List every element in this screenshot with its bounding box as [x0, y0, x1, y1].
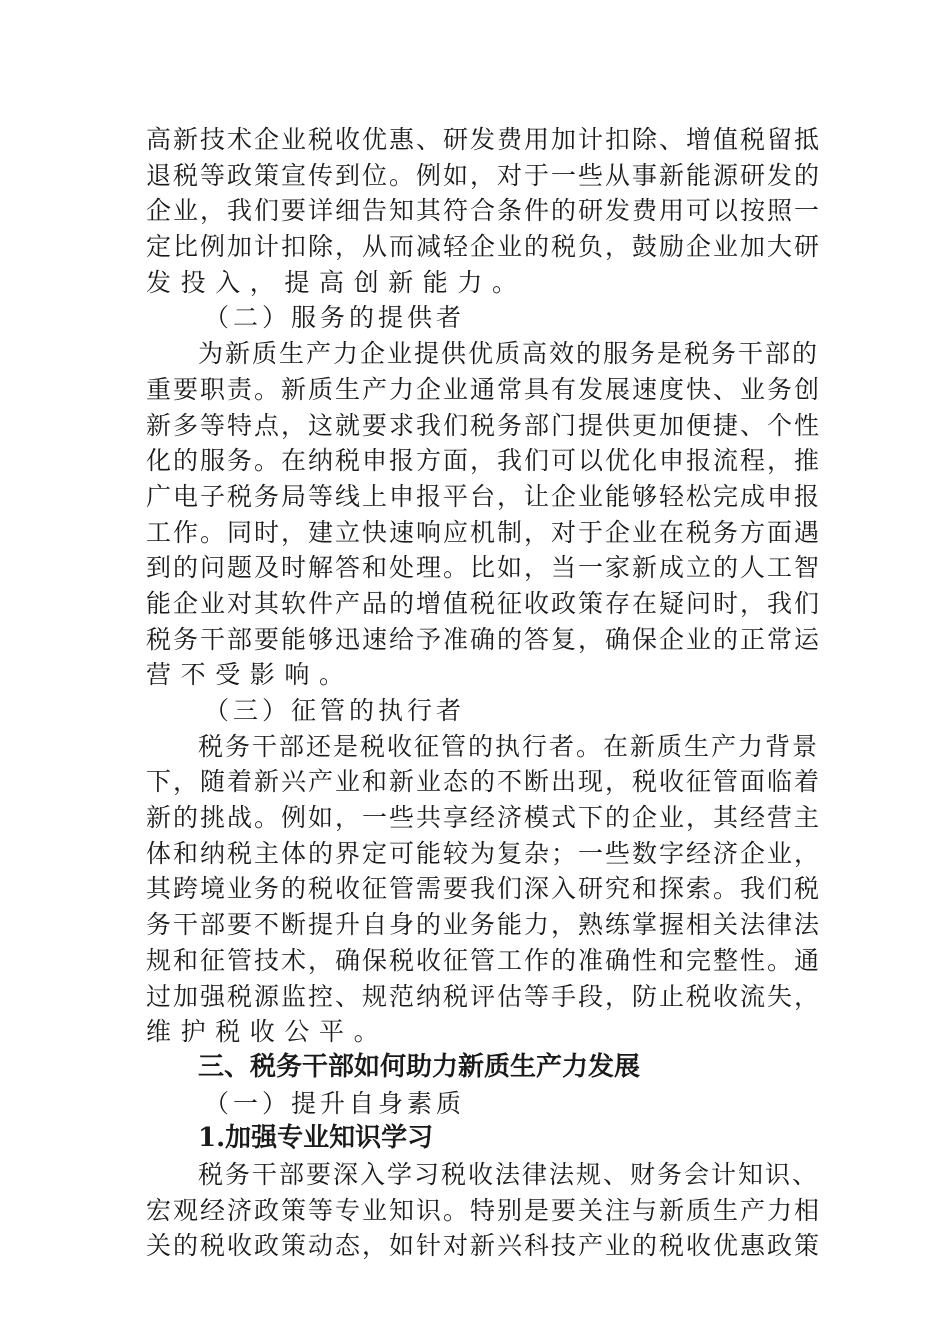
paragraph-line: 定比例加计扣除，从而减轻企业的税负，鼓励企业加大研: [146, 232, 822, 262]
paragraph-line: 宏观经济政策等专业知识。特别是要关注与新质生产力相: [146, 1195, 822, 1225]
paragraph-line: 新多等特点，这就要求我们税务部门提供更加便捷、个性: [146, 410, 822, 440]
paragraph-line: 重要职责。新质生产力企业通常具有发展速度快、业务创: [146, 374, 822, 404]
paragraph-line: 税务干部还是税收征管的执行者。在新质生产力背景: [198, 731, 820, 761]
paragraph-line: 高新技术企业税收优惠、研发费用加计扣除、增值税留抵: [146, 125, 822, 154]
paragraph-line: 体和纳税主体的界定可能较为复杂；一些数字经济企业，: [146, 838, 822, 868]
paragraph-line: 过加强税源监控、规范纳税评估等手段，防止税收流失，: [146, 981, 822, 1011]
paragraph-line: 发投入，提高创新能力。: [146, 267, 527, 297]
subsection-heading: （三）征管的执行者: [204, 696, 466, 725]
paragraph-line: 规和征管技术，确保税收征管工作的准确性和完整性。通: [146, 945, 822, 975]
subsection-heading: （一）提升自身素质: [204, 1088, 466, 1118]
document-page: [146, 122, 822, 1264]
paragraph-line: 退税等政策宣传到位。例如，对于一些从事新能源研发的: [146, 160, 822, 190]
paragraph-line: 新的挑战。例如，一些共享经济模式下的企业，其经营主: [146, 803, 822, 833]
paragraph-line: 化的服务。在纳税申报方面，我们可以优化申报流程，推: [146, 446, 822, 476]
paragraph-line: 务干部要不断提升自身的业务能力，熟练掌握相关法律法: [146, 910, 822, 940]
paragraph-line: 维护税收公平。: [146, 1017, 389, 1047]
paragraph-line: 到的问题及时解答和处理。比如，当一家新成立的人工智: [146, 553, 822, 583]
paragraph-line: 工作。同时，建立快速响应机制，对于企业在税务方面遇: [146, 517, 822, 547]
paragraph-line: 企业，我们要详细告知其符合条件的研发费用可以按照一: [146, 196, 822, 226]
paragraph-line: 税务干部要深入学习税收法律法规、财务会计知识、: [198, 1159, 820, 1189]
section-heading: 三、税务干部如何助力新质生产力发展: [198, 1051, 641, 1082]
paragraph-line: 下，随着新兴产业和新业态的不断出现，税收征管面临着: [146, 767, 822, 797]
paragraph-line: 广电子税务局等线上申报平台，让企业能够轻松完成申报: [146, 481, 822, 511]
paragraph-line: 为新质生产力企业提供优质高效的服务是税务干部的: [198, 339, 820, 369]
paragraph-line: 能企业对其软件产品的增值税征收政策存在疑问时，我们: [146, 588, 822, 618]
paragraph-line: 关的税收政策动态，如针对新兴科技产业的税收优惠政策: [146, 1231, 822, 1261]
subsection-heading: （二）服务的提供者: [204, 303, 466, 333]
paragraph-line: 营不受影响。: [146, 660, 354, 690]
paragraph-line: 其跨境业务的税收征管需要我们深入研究和探索。我们税: [146, 874, 822, 904]
paragraph-line: 税务干部要能够迅速给予准确的答复，确保企业的正常运: [146, 624, 822, 654]
numbered-heading: 1.加强专业知识学习: [198, 1123, 434, 1154]
